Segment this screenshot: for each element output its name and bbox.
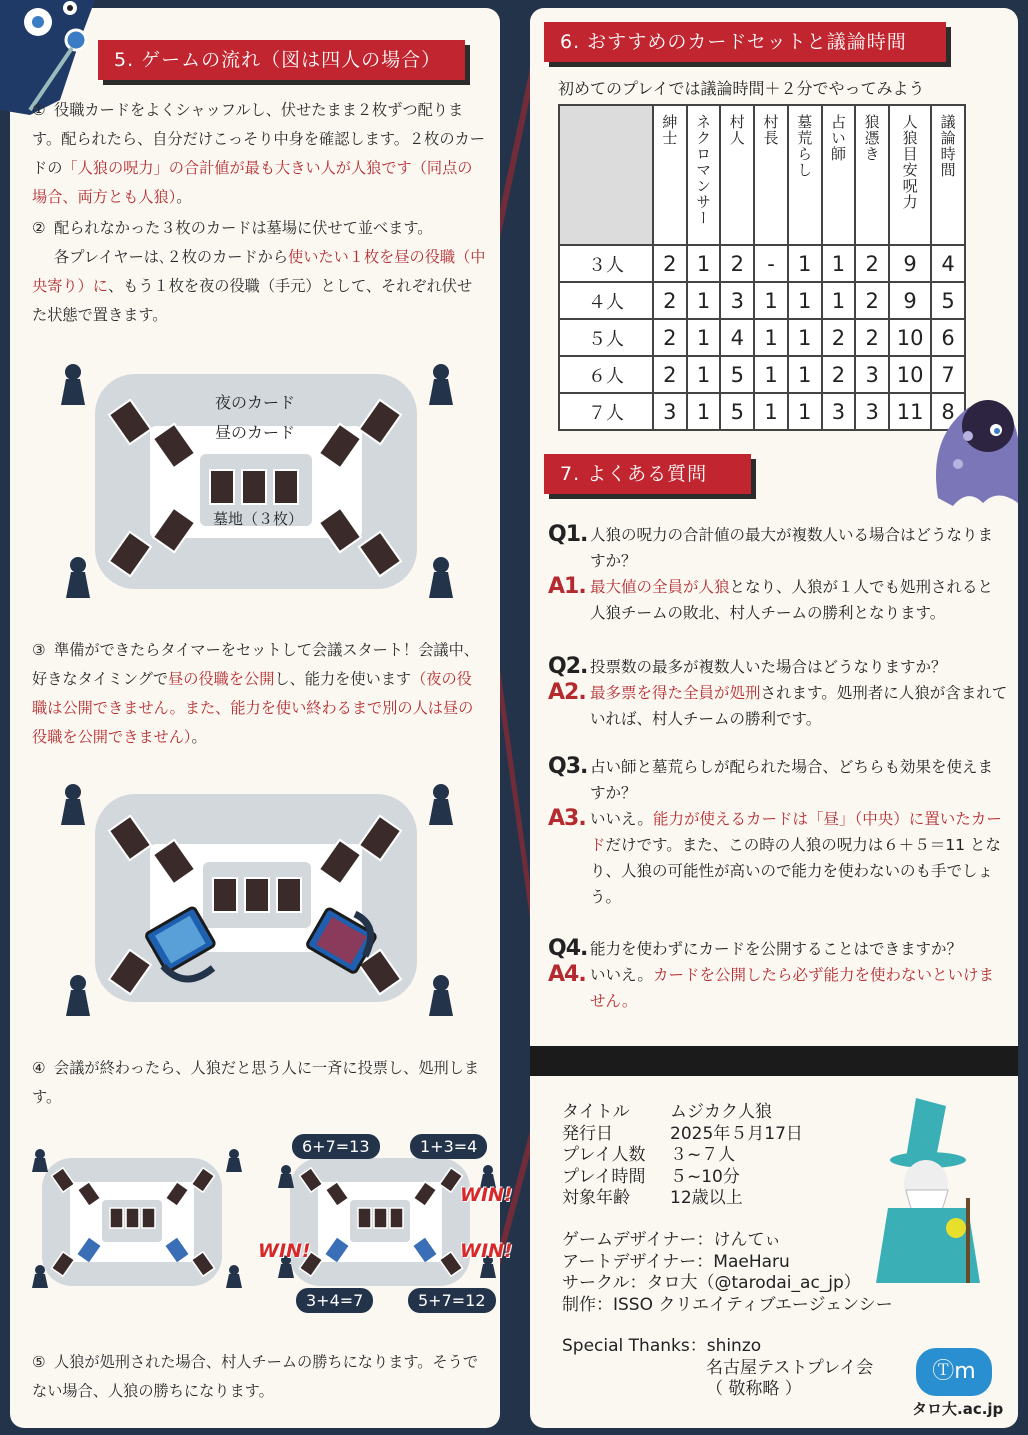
step4-text	[32, 1054, 487, 1112]
table-col-header	[754, 105, 788, 245]
right-top-panel	[530, 8, 1018, 1048]
step2-text-a: 配られなかった３枚のカードは墓場に伏せて並べます。	[54, 219, 433, 237]
table-col-header	[822, 105, 856, 245]
table-cell: 2	[855, 282, 889, 319]
step3-text-b: し、能力を使います	[274, 670, 412, 688]
table-col-header	[931, 105, 965, 245]
win-label: WIN!	[460, 1240, 513, 1262]
table-intro: 初めてのプレイでは議論時間＋２分でやってみよう	[558, 79, 925, 98]
special-thanks-label: Special Thanks：shinzo	[562, 1336, 762, 1356]
table-corner	[559, 105, 653, 245]
credit-row	[562, 1188, 803, 1210]
table-col-header-label: 議論時間	[938, 114, 957, 178]
table-cell: 1	[687, 319, 721, 356]
credits-info	[562, 1102, 803, 1210]
table-row	[559, 245, 965, 282]
answer-label: A4.	[548, 962, 586, 987]
step3-text-red1: 昼の役職を公開	[168, 670, 275, 688]
table-cell: 3	[822, 393, 856, 430]
step5-number: ⑤	[32, 1353, 46, 1371]
divider-bar	[530, 1046, 1018, 1076]
section5-heading: 5. ゲームの流れ（図は四人の場合）	[98, 40, 465, 80]
table-cell: 1	[788, 282, 822, 319]
table-cell: 1	[822, 245, 856, 282]
table-col-header	[889, 105, 931, 245]
table-cell: 1	[754, 393, 788, 430]
step2-text-c: 、もう１枚を夜の役職（手元）として、それぞれ伏せた状態で置きます。	[32, 277, 473, 324]
table-row-label: ６人	[559, 356, 653, 393]
question-label: Q2.	[548, 654, 588, 679]
faq-item	[548, 654, 1008, 732]
table-col-header-label: 占い師	[828, 114, 847, 162]
special-thanks-group: 名古屋テストプレイ会	[706, 1357, 874, 1378]
tarodai-logo-text: タロ大.ac.jp	[912, 1400, 1004, 1418]
player-pawn-icon	[60, 363, 86, 407]
table-col-header	[653, 105, 687, 245]
table-col-header	[788, 105, 822, 245]
credit-value: ３~７人	[670, 1145, 736, 1165]
step2-number: ②	[32, 219, 46, 237]
player-pawn-icon	[428, 363, 454, 407]
faq-item	[548, 754, 1008, 910]
credit-row	[562, 1145, 803, 1167]
table-cell: 6	[931, 319, 965, 356]
credit-key: 発行日	[562, 1123, 613, 1144]
table-cell: 2	[822, 356, 856, 393]
credit-row	[562, 1102, 803, 1124]
table-cell: 1	[788, 319, 822, 356]
credit-value: ムジカク人狼	[670, 1102, 772, 1122]
table-cell: 7	[931, 356, 965, 393]
day-card-label: 昼のカード	[215, 423, 296, 442]
table-cell: 10	[889, 319, 931, 356]
answer-text	[590, 574, 1008, 626]
step1-text	[32, 96, 487, 212]
answer-text	[590, 680, 1008, 732]
question-text: 占い師と墓荒らしが配られた場合、どちらも効果を使えますか？	[590, 758, 994, 802]
answer-highlight: 最大値の全員が人狼	[590, 578, 730, 596]
staff-list	[562, 1230, 893, 1316]
step2-text-b: 各プレイヤーは､２枚のカードから	[54, 248, 289, 266]
answer-highlight: 能力が使えるカードは「昼」（中央）に置いたカード	[590, 810, 1002, 854]
table-header-row	[559, 105, 965, 245]
table-row-label: ５人	[559, 319, 653, 356]
credit-key: タイトル	[562, 1102, 630, 1122]
credit-value: 2025年５月17日	[670, 1123, 803, 1144]
table-cell: 3	[855, 356, 889, 393]
step3-text-a: 準備ができたらタイマーをセットして会議スタート！会議中、好きなタイミングで	[32, 641, 479, 688]
step2-text	[32, 214, 487, 330]
credit-key: プレイ人数	[562, 1145, 646, 1165]
table-row-label: ７人	[559, 393, 653, 430]
step3-text-red2: （夜の役職は公開できません。また、能力を使い終わるまで別の人は昼の役職を公開できません）	[32, 670, 474, 746]
answer-prefix: いいえ。	[590, 966, 653, 984]
table-cell: 1	[788, 393, 822, 430]
step5-text	[32, 1348, 487, 1406]
table-cell: 9	[889, 245, 931, 282]
table-cell: 2	[855, 319, 889, 356]
step1-text-a: 役職カードをよくシャッフルし、伏せたまま２枚ずつ配ります。配られたら、自分だけこっそり中身を確認します。２枚のカードの	[32, 101, 485, 177]
player-pawn-icon	[428, 556, 454, 600]
staff-row: アートデザイナー：MaeHaru	[562, 1251, 790, 1272]
table-cell: 3	[653, 393, 687, 430]
section7-heading: 7. よくある質問	[544, 454, 751, 494]
table-cell: 1	[788, 356, 822, 393]
vote-sum-bubble: 1+3=4	[410, 1134, 487, 1159]
answer-prefix: いいえ。	[590, 810, 653, 828]
win-label: WIN!	[258, 1240, 311, 1262]
credit-value: ５~10分	[670, 1166, 740, 1187]
step3-number: ③	[32, 641, 46, 659]
staff-row: ゲームデザイナー：けんてぃ	[562, 1230, 782, 1250]
table-col-header-label: 村長	[761, 114, 780, 146]
table-row	[559, 319, 965, 356]
table-cell: 5	[720, 393, 754, 430]
table-cell: 3	[855, 393, 889, 430]
staff-row: 制作：ISSO クリエイティブエージェンシー	[562, 1294, 893, 1315]
win-label: WIN!	[460, 1184, 513, 1206]
credit-value: 12歳以上	[670, 1188, 743, 1208]
table-row	[559, 282, 965, 319]
step1-text-red: 「人狼の呪力」の合計値が最も大きい人が人狼です（同点の場合、両方とも人狼）	[32, 159, 473, 206]
table-row-label: ４人	[559, 282, 653, 319]
wizard-mascot-icon	[876, 1098, 986, 1288]
table-col-header-label: 村人	[727, 114, 746, 146]
table-row-label: ３人	[559, 245, 653, 282]
player-pawn-icon	[428, 974, 454, 1018]
step5-text-body: 人狼が処刑された場合、村人チームの勝ちになります。そうでない場合、人狼の勝ちになります。	[32, 1353, 479, 1400]
question-text: 投票数の最多が複数人いた場合はどうなりますか？	[590, 658, 947, 676]
step3-text	[32, 636, 487, 752]
table-cell: 1	[754, 282, 788, 319]
credit-key: プレイ時間	[562, 1166, 646, 1187]
table-cell: 4	[720, 319, 754, 356]
answer-text	[590, 962, 1008, 1014]
vote-sum-bubble: 3+4=7	[296, 1288, 373, 1313]
answer-highlight: カードを公開したら必ず能力を使わないといけません。	[590, 966, 994, 1010]
table-cell: 1	[754, 356, 788, 393]
table-col-header	[720, 105, 754, 245]
table-cell: -	[754, 245, 788, 282]
step1-number: ①	[32, 101, 46, 119]
table-cell: 9	[889, 282, 931, 319]
step1-text-b: 。	[176, 188, 192, 206]
question-label: Q1.	[548, 522, 588, 547]
step2-text-red: 使いたい１枚を昼の役職（中央寄り）に	[32, 248, 486, 295]
answer-label: A3.	[548, 806, 586, 831]
left-panel	[10, 8, 513, 1428]
table-cell: 1	[687, 245, 721, 282]
table-cell: 2	[653, 245, 687, 282]
player-pawn-icon	[428, 783, 454, 827]
ghost-mascot-icon	[928, 378, 1018, 508]
table-cell: 2	[653, 319, 687, 356]
table-cell: 1	[687, 282, 721, 319]
credit-row	[562, 1167, 803, 1189]
credits-panel	[530, 1076, 1018, 1428]
card-set-table	[558, 104, 966, 431]
table-cell: 3	[720, 282, 754, 319]
table-col-header-label: 墓荒らし	[795, 114, 814, 178]
table-diagram-reveal	[65, 786, 445, 1016]
table-cell: 2	[822, 319, 856, 356]
table-diagram-setup	[65, 366, 445, 606]
question-label: Q4.	[548, 936, 588, 961]
table-cell: 4	[931, 245, 965, 282]
table-col-header-label: 紳士	[660, 114, 679, 146]
table-cell: 1	[822, 282, 856, 319]
player-pawn-icon	[65, 556, 91, 600]
answer-label: A1.	[548, 574, 586, 599]
question-text: 人狼の呪力の合計値の最大が複数人いる場合はどうなりますか？	[590, 526, 994, 570]
table-cell: 1	[687, 356, 721, 393]
credit-key: 対象年齢	[562, 1188, 630, 1208]
table-col-header	[855, 105, 889, 245]
table-col-header-label: 人狼目安呪力	[900, 114, 919, 210]
table-col-header-label: 狼憑き	[862, 114, 881, 162]
answer-body: だけです。また、この時の人狼の呪力は６＋５＝11 となり、人狼の可能性が高いので能力を使わないのも手でしょう。	[590, 836, 1001, 906]
vote-sum-bubble: 6+7=13	[292, 1134, 380, 1159]
night-card-label: 夜のカード	[215, 393, 296, 412]
answer-body: されます。処刑者に人狼が含まれていれば、村人チームの勝利です。	[590, 684, 1008, 728]
table-cell: 11	[889, 393, 931, 430]
step3-text-c: 。	[191, 728, 207, 746]
faq-item	[548, 936, 1008, 1014]
special-thanks-note: （ 敬称略 ）	[706, 1379, 802, 1399]
question-text: 能力を使わずにカードを公開することはできますか？	[590, 940, 963, 958]
player-pawn-icon	[65, 974, 91, 1018]
answer-highlight: 最多票を得た全員が処刑	[590, 684, 761, 702]
step4-text-body: 会議が終わったら、人狼だと思う人に一斉に投票し、処刑します。	[32, 1059, 480, 1106]
vote-sum-bubble: 5+7=12	[408, 1288, 496, 1313]
table-row	[559, 393, 965, 430]
table-cell: 1	[754, 319, 788, 356]
table-cell: 1	[788, 245, 822, 282]
table-cell: 10	[889, 356, 931, 393]
table-cell: 2	[855, 245, 889, 282]
step4-number: ④	[32, 1059, 46, 1077]
table-cell: 1	[687, 393, 721, 430]
table-cell: 5	[931, 282, 965, 319]
section6-heading: 6. おすすめのカードセットと議論時間	[544, 22, 946, 62]
answer-label: A2.	[548, 680, 586, 705]
graveyard-label: 墓地（３枚）	[213, 510, 304, 528]
table-cell: 2	[653, 356, 687, 393]
table-col-header	[687, 105, 721, 245]
credit-row	[562, 1124, 803, 1146]
answer-text	[590, 806, 1008, 910]
tarodai-logo-icon: Ⓣm	[916, 1348, 992, 1396]
special-thanks	[562, 1336, 873, 1401]
table-cell: 2	[720, 245, 754, 282]
table-cell: 2	[653, 282, 687, 319]
table-col-header-label: ネクロマンサー	[694, 114, 713, 226]
staff-row: サークル：タロ大（@tarodai_ac_jp）	[562, 1273, 861, 1293]
player-pawn-icon	[60, 783, 86, 827]
question-label: Q3.	[548, 754, 588, 779]
voting-diagram	[20, 1120, 513, 1310]
answer-body: となり、人狼が１人でも処刑されると人狼チームの敗北、村人チームの勝利となります。	[590, 578, 994, 622]
table-row	[559, 356, 965, 393]
faq-item	[548, 522, 1008, 626]
table-cell: 8	[931, 393, 965, 430]
table-cell: 5	[720, 356, 754, 393]
